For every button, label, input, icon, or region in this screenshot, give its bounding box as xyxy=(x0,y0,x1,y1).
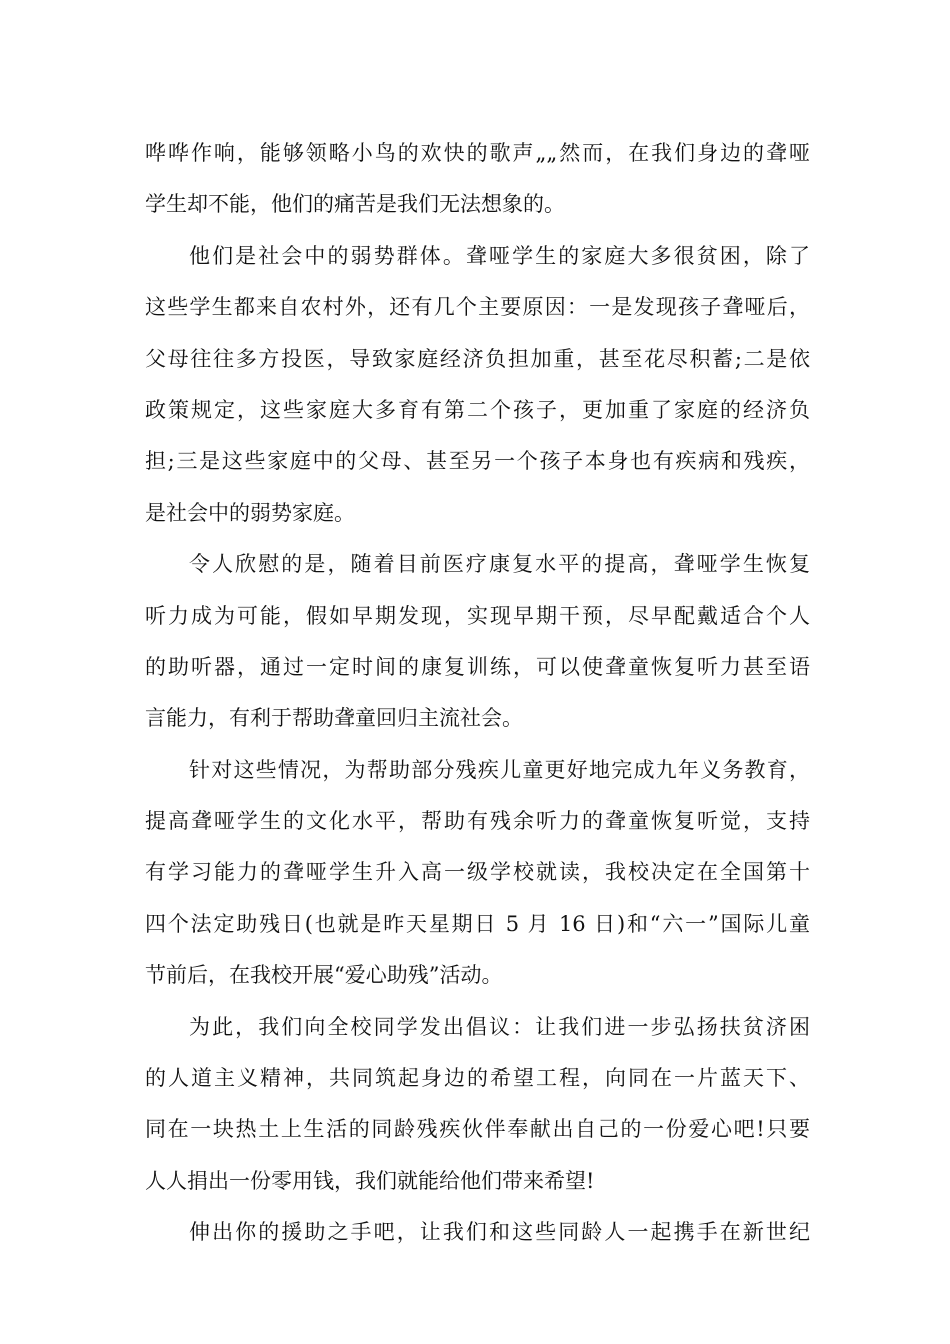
text-line: 听力成为可能，假如早期发现，实现早期干预，尽早配戴适合个人 xyxy=(145,603,810,628)
text-line: 同在一块热土上生活的同龄残疾伙伴奉献出自己的一份爱心吧!只要 xyxy=(145,1117,810,1142)
text-line: 的助听器，通过一定时间的康复训练，可以使聋童恢复听力甚至语 xyxy=(145,654,810,679)
text-line: 言能力，有利于帮助聋童回归主流社会。 xyxy=(145,706,523,731)
text-line: 担;三是这些家庭中的父母、甚至另一个孩子本身也有疾病和残疾， xyxy=(145,449,810,474)
paragraph-first-line: 令人欣慰的是，随着目前医疗康复水平的提高，聋哑学生恢复 xyxy=(189,552,810,577)
text-line: 四个法定助残日(也就是昨天星期日 5 月 16 日)和“六一”国际儿童 xyxy=(145,911,810,936)
body-text xyxy=(145,128,810,1259)
text-line: 政策规定，这些家庭大多育有第二个孩子，更加重了家庭的经济负 xyxy=(145,397,810,422)
text-line: 提高聋哑学生的文化水平，帮助有残余听力的聋童恢复听觉，支持 xyxy=(145,809,810,834)
text-line: 节前后，在我校开展“爱心助残”活动。 xyxy=(145,963,503,988)
text-line: 哗哗作响，能够领略小鸟的欢快的歌声„„然而，在我们身边的聋哑 xyxy=(145,141,810,165)
text-line: 有学习能力的聋哑学生升入高一级学校就读，我校决定在全国第十 xyxy=(145,860,810,885)
paragraph-first-line: 他们是社会中的弱势群体。聋哑学生的家庭大多很贫困，除了 xyxy=(189,243,810,268)
paragraph-first-line: 为此，我们向全校同学发出倡议：让我们进一步弘扬扶贫济困 xyxy=(189,1014,810,1039)
text-line: 学生却不能，他们的痛苦是我们无法想象的。 xyxy=(145,192,565,217)
text-line: 这些学生都来自农村外，还有几个主要原因：一是发现孩子聋哑后， xyxy=(145,295,810,320)
text-line: 是社会中的弱势家庭。 xyxy=(145,500,355,525)
paragraph-first-line: 伸出你的援助之手吧，让我们和这些同龄人一起携手在新世纪 xyxy=(189,1220,810,1245)
text-line: 人人捐出一份零用钱，我们就能给他们带来希望! xyxy=(145,1168,595,1193)
paragraph-first-line: 针对这些情况，为帮助部分残疾儿童更好地完成九年义务教育， xyxy=(189,757,810,782)
text-line: 的人道主义精神，共同筑起身边的希望工程，向同在一片蓝天下、 xyxy=(145,1066,810,1091)
text-line: 父母往往多方投医，导致家庭经济负担加重，甚至花尽积蓄;二是依 xyxy=(145,346,810,371)
